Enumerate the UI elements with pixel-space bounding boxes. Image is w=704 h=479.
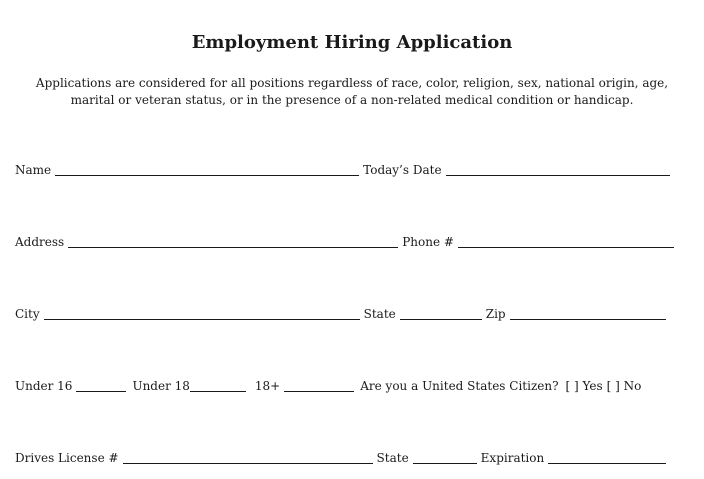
under-16-label: Under 16 (15, 379, 73, 393)
over-18-label: 18+ (254, 379, 281, 393)
expiration-field[interactable] (548, 451, 666, 464)
address-phone-row (15, 235, 678, 249)
license-row (15, 451, 670, 465)
license-state-field[interactable] (413, 451, 477, 464)
state-field[interactable] (400, 307, 482, 320)
name-field[interactable] (55, 163, 359, 176)
zip-label: Zip (485, 307, 506, 321)
address-label: Address (15, 235, 65, 249)
form-intro: Applications are considered for all positions regardless of race, color, religion, sex, national origin, age, marital or veteran status, or in the presence of a non-related medical condition or handicap. (35, 76, 669, 107)
city-field[interactable] (44, 307, 360, 320)
citizen-no-checkbox[interactable]: [ ] No (606, 379, 642, 393)
zip-field[interactable] (510, 307, 666, 320)
over-18-field[interactable] (284, 379, 354, 392)
under-16-field[interactable] (76, 379, 126, 392)
phone-field[interactable] (458, 235, 674, 248)
license-state-label: State (376, 451, 409, 465)
state-label: State (363, 307, 396, 321)
todays-date-label: Today’s Date (363, 163, 442, 177)
address-field[interactable] (68, 235, 398, 248)
under-18-label: Under 18 (132, 379, 190, 393)
citizen-question: Are you a United States Citizen? (360, 379, 559, 393)
under-18-field[interactable] (190, 379, 246, 392)
drivers-license-field[interactable] (123, 451, 373, 464)
expiration-label: Expiration (480, 451, 545, 465)
city-label: City (15, 307, 40, 321)
name-date-row (15, 163, 674, 177)
form-title: Employment Hiring Application (191, 32, 513, 53)
citizen-yes-checkbox[interactable]: [ ] Yes (565, 379, 603, 393)
drivers-license-label: Drives License # (15, 451, 119, 465)
city-state-zip-row (15, 307, 670, 321)
age-citizen-row (15, 379, 641, 393)
todays-date-field[interactable] (446, 163, 670, 176)
name-label: Name (15, 163, 52, 177)
phone-label: Phone # (402, 235, 454, 249)
